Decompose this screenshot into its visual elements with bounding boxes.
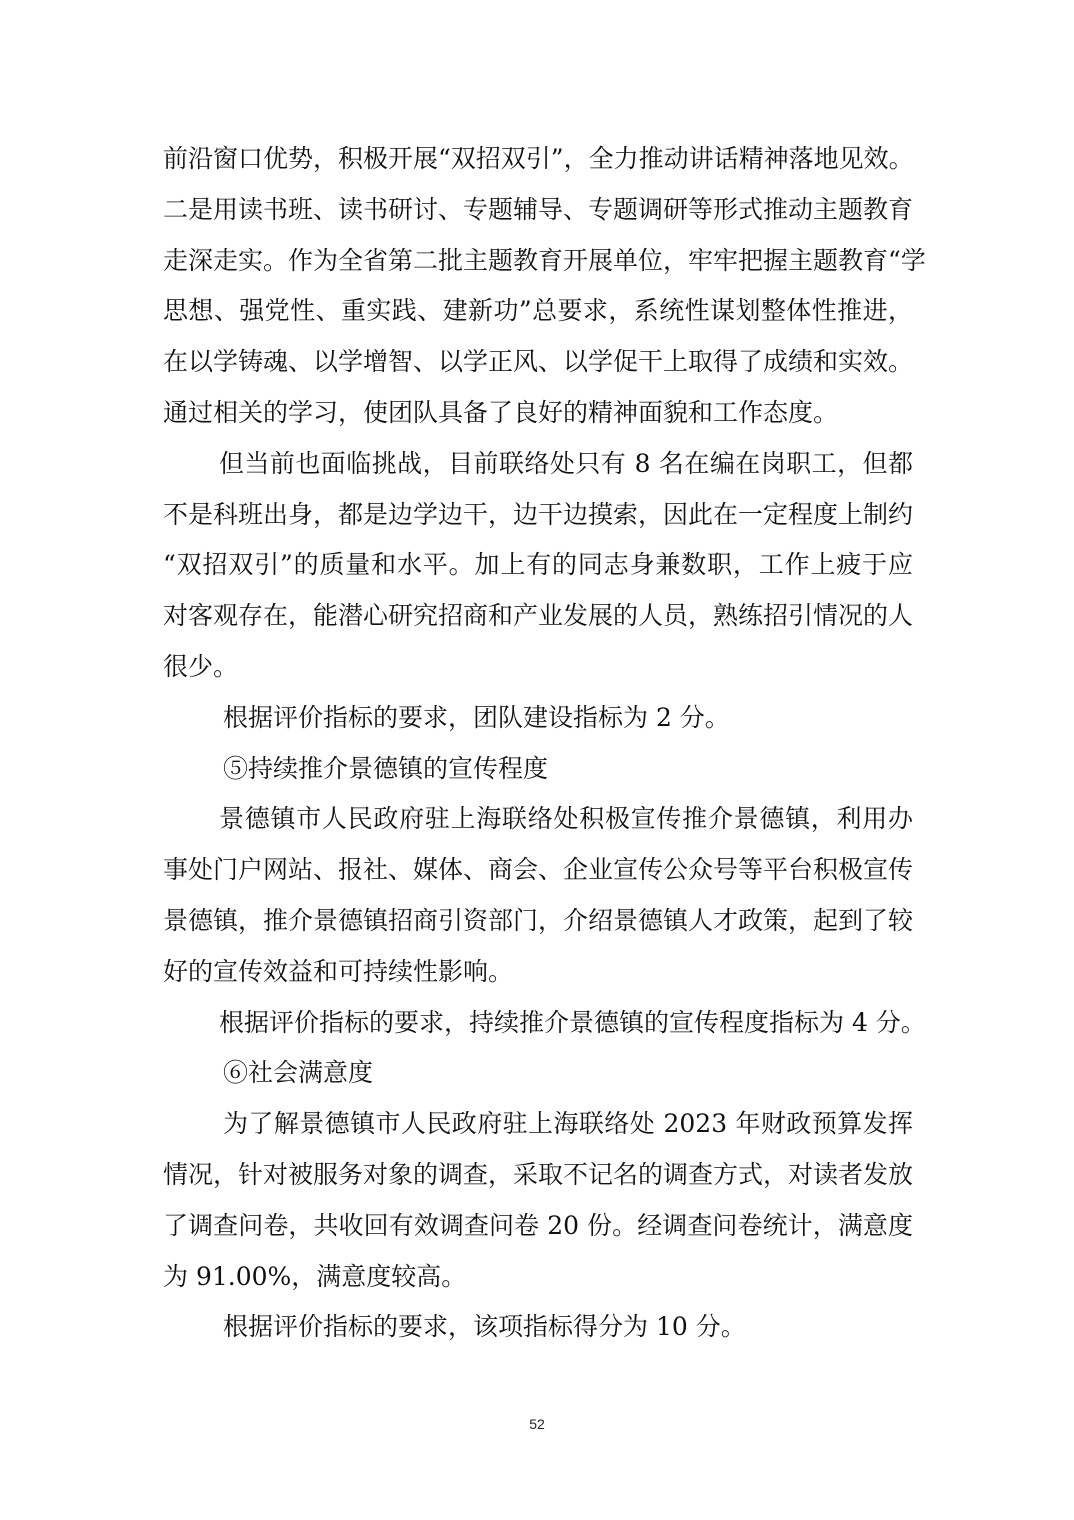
text-line: 走深走实。作为全省第二批主题教育开展单位，牢牢把握主题教育“学 bbox=[163, 245, 926, 275]
text-line: 景德镇市人民政府驻上海联络处积极宣传推介景德镇，利用办 bbox=[219, 804, 913, 834]
text-line: 但当前也面临挑战，目前联络处只有 8 名在编在岗职工，但都 bbox=[219, 448, 913, 478]
text-line: 根据评价指标的要求，持续推介景德镇的宣传程度指标为 4 分。 bbox=[219, 1007, 926, 1037]
text-line: “双招双引”的质量和水平。加上有的同志身兼数职，工作上疲于应 bbox=[163, 550, 913, 580]
text-line: 在以学铸魂、以学增智、以学正风、以学促干上取得了成绩和实效。 bbox=[163, 347, 914, 377]
text-line: 前沿窗口优势，积极开展“双招双引”，全力推动讲话精神落地见效。 bbox=[163, 144, 914, 173]
section-heading: ⑤持续推介景德镇的宣传程度 bbox=[223, 753, 549, 783]
text-line: 不是科班出身，都是边学边干，边干边摸索，因此在一定程度上制约 bbox=[163, 499, 914, 529]
text-line: 根据评价指标的要求，该项指标得分为 10 分。 bbox=[223, 1312, 746, 1342]
text-line: 很少。 bbox=[163, 651, 239, 681]
section-heading: ⑥社会满意度 bbox=[223, 1058, 374, 1088]
text-line: 为 91.00%，满意度较高。 bbox=[163, 1261, 467, 1291]
text-line: 情况，针对被服务对象的调查，采取不记名的调查方式，对读者发放 bbox=[163, 1159, 914, 1189]
text-line: 了调查问卷，共收回有效调查问卷 20 份。经调查问卷统计，满意度 bbox=[163, 1210, 913, 1240]
text-line: 思想、强党性、重实践、建新功”总要求，系统性谋划整体性推进， bbox=[163, 296, 913, 326]
text-line: 对客观存在，能潜心研究招商和产业发展的人员，熟练招引情况的人 bbox=[163, 601, 914, 631]
text-line: 景德镇，推介景德镇招商引资部门，介绍景德镇人才政策，起到了较 bbox=[163, 905, 914, 935]
text-line: 为了解景德镇市人民政府驻上海联络处 2023 年财政预算发挥 bbox=[223, 1109, 913, 1139]
text-line: 通过相关的学习，使团队具备了良好的精神面貌和工作态度。 bbox=[163, 397, 839, 427]
text-line: 二是用读书班、读书研讨、专题辅导、专题调研等形式推动主题教育 bbox=[163, 194, 914, 224]
text-line: 根据评价指标的要求，团队建设指标为 2 分。 bbox=[223, 702, 730, 732]
text-line: 事处门户网站、报社、媒体、商会、企业宣传公众号等平台积极宣传 bbox=[163, 855, 914, 885]
body-text bbox=[163, 134, 926, 1353]
text-line: 好的宣传效益和可持续性影响。 bbox=[163, 956, 514, 986]
page-number: 52 bbox=[529, 1416, 545, 1432]
